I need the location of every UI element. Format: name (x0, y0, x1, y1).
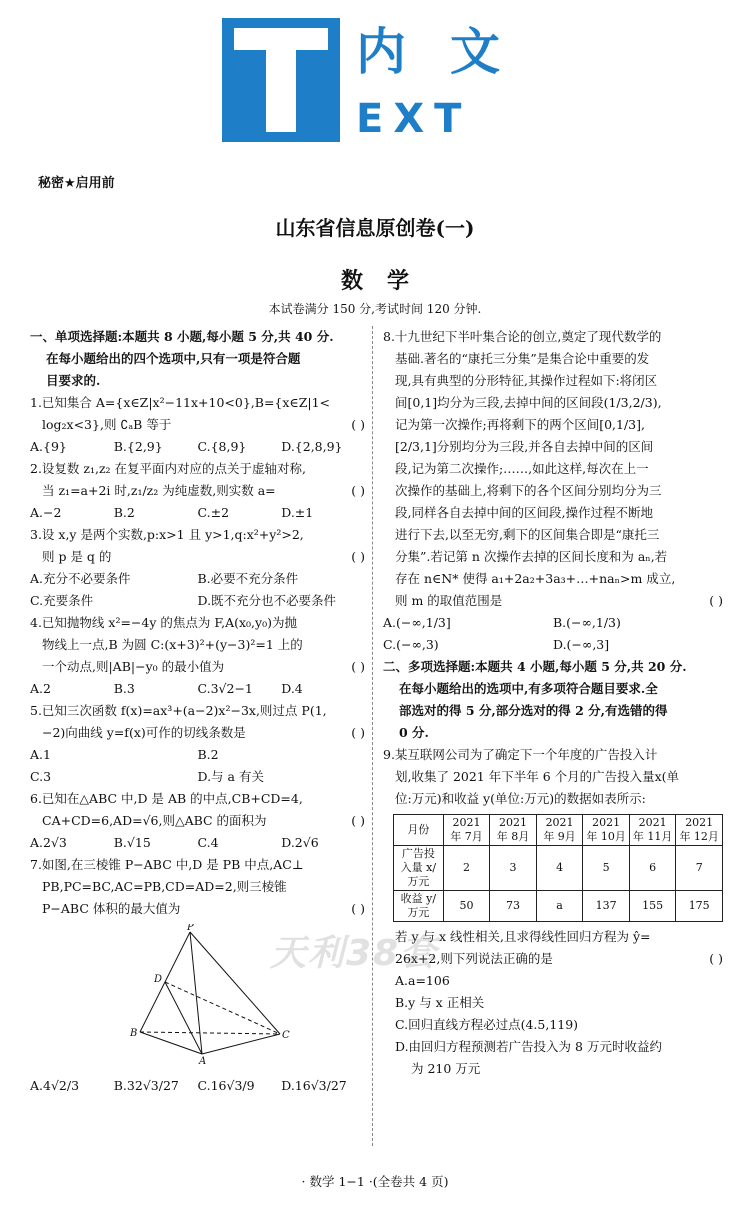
label-a: A (199, 1056, 207, 1064)
answer-paren: ( ) (709, 593, 723, 608)
subject-title: 数学 (340, 268, 433, 294)
option-d: D.由回归方程预测若广告投入为 8 万元时收益约 (395, 1039, 662, 1054)
question-6: 6.已知在△ABC 中,D 是 AB 的中点,CB+CD=4, CA+CD=6,AD=√6,则△ABC 的面积为 ( ) A.2√3 B.√15 C.4 D.2√6 (30, 788, 365, 854)
option-c: C.3 (30, 769, 52, 784)
column-divider (372, 326, 373, 1146)
question-1: 1.已知集合 A={x∈Z|x²−11x+10<0},B={x∈Z|1< log₂x<3},则 ∁ₐB 等于 ( ) A.{9} B.{2,9} C.{8,9} D.{2,8,9} (30, 392, 365, 458)
option-b: B.3 (113, 681, 135, 696)
left-column (30, 326, 365, 1097)
label-p: P (187, 924, 194, 933)
exam-info: 本试卷满分 150 分,考试时间 120 分钟. (268, 302, 482, 316)
option-b: B.2 (197, 747, 219, 762)
answer-paren: ( ) (351, 659, 365, 674)
question-5: 5.已知三次函数 f(x)=ax³+(a−2)x²−3x,则过点 P(1, −2)向曲线 y=f(x)可作的切线条数是 ( ) A.1 B.2 C.3 D.与 a 有关 (30, 700, 365, 788)
answer-paren: ( ) (351, 549, 365, 564)
option-d: D.{2,8,9} (281, 439, 343, 454)
q7-options (30, 1075, 365, 1097)
logo-cn-text: 内文 (356, 23, 544, 81)
question-2: 2.设复数 z₁,z₂ 在复平面内对应的点关于虚轴对称, 当 z₁=a+2i 时,z₁/z₂ 为纯虚数,则实数 a= ( ) A.−2 B.2 C.±2 D.±1 (30, 458, 365, 524)
secret-label: 秘密★启用前 (38, 176, 115, 191)
answer-paren: ( ) (351, 813, 365, 828)
label-d: D (154, 974, 163, 985)
option-c: C.{8,9} (197, 439, 247, 454)
option-b: B.{2,9} (113, 439, 163, 454)
option-b: B.32√3/27 (113, 1078, 179, 1093)
q4-options (30, 678, 365, 700)
option-b: B.(−∞,1/3) (553, 615, 621, 630)
data-table (393, 814, 723, 922)
question-7: 7.如图,在三棱锥 P−ABC 中,D 是 PB 中点,AC⊥ PB,PC=BC,AC=PB,CD=AD=2,则三棱锥 P−ABC 体积的最大值为 ( ) P D B C A A.4√2/3 B.32√3/27 C.16√3/9 D.16√3/27 (30, 854, 365, 1097)
answer-paren: ( ) (351, 725, 365, 740)
option-a: A.2√3 (30, 835, 67, 850)
option-a: A.2 (30, 681, 51, 696)
option-a: A.−2 (30, 505, 62, 520)
answer-paren: ( ) (351, 417, 365, 432)
option-d: D.(−∞,3] (553, 637, 610, 652)
answer-paren: ( ) (351, 483, 365, 498)
q6-options (30, 832, 365, 854)
option-d: D.16√3/27 (281, 1078, 347, 1093)
option-d-cont: 为 210 万元 (411, 1061, 481, 1076)
q2-options (30, 502, 365, 524)
table-row: 收益 y/万元 50 73 a 137 155 175 (394, 891, 723, 922)
answer-paren: ( ) (351, 901, 365, 916)
option-b: B.2 (113, 505, 135, 520)
q1-options (30, 436, 365, 458)
option-a: A.1 (30, 747, 51, 762)
question-8: 8.十九世纪下半叶集合论的创立,奠定了现代数学的 基础.著名的“康托三分集”是集合论中重要的发 现,具有典型的分形特征,其操作过程如下:将闭区 间[0,1]均分为三段,去掉中间的区间段(1/3,2/3), 记为第一次操作;再将剩下的两个区间[0,1/3], [2/3,1]分别均分为三段,并各自去掉中间的区间 段,记为第二次操作;……,如此这样,每次在上一 次操作的基础上,将剩下的各个区间分别均分为三 段,同样各自去掉中间的区间段,操作过程不断地 进行下去,以至无穷,剩下的区间集合即是“康托三 分集”.若记第 n 次操作去掉的区间长度和为 aₙ,若 存在 n∈N* 使得 a₁+2a₂+3a₃+…+naₙ>m 成立, 则 m 的取值范围是 ( ) A.(−∞,1/3] B.(−∞,1/3) C.(−∞,3) D.(−∞,3] (383, 326, 723, 656)
option-d: D.±1 (281, 505, 314, 520)
table-row: 月份 2021 年 7月 2021 年 8月 2021 年 9月 2021 年 10月 2021 年 11月 2021 年 12月 (394, 815, 723, 846)
watermark: 天利38套 (270, 933, 439, 974)
option-a: A.{9} (30, 439, 67, 454)
option-c: C.±2 (197, 505, 230, 520)
option-c: C.充要条件 (30, 593, 94, 608)
logo-t-block (222, 18, 340, 142)
question-4: 4.已知抛物线 x²=−4y 的焦点为 F,A(x₀,y₀)为抛 物线上一点,B 为圆 C:(x+3)²+(y−3)²=1 上的 一个动点,则|AB|−y₀ 的最小值为 ( ) A.2 B.3 C.3√2−1 D.4 (30, 612, 365, 700)
section-1-heading: 一、单项选择题:本题共 8 小题,每小题 5 分,共 40 分. 在每小题给出的四个选项中,只有一项是符合题 目要求的. (30, 329, 334, 388)
answer-paren: ( ) (709, 951, 723, 966)
exam-title: 山东省信息原创卷(一) (275, 216, 475, 240)
question-3: 3.设 x,y 是两个实数,p:x>1 且 y>1,q:x²+y²>2, 则 p 是 q 的 ( ) A.充分不必要条件 B.必要不充分条件 C.充要条件 D.既不充分也不必要条件 (30, 524, 365, 612)
option-b: B.必要不充分条件 (197, 571, 299, 586)
option-a: A.(−∞,1/3] (383, 615, 451, 630)
q8-options (383, 612, 723, 656)
option-d: D.与 a 有关 (197, 769, 264, 784)
q3-options (30, 568, 365, 612)
page-footer: · 数学 1−1 ·(全卷共 4 页) (301, 1174, 449, 1189)
option-d: D.既不充分也不必要条件 (197, 593, 337, 608)
label-b: B (130, 1028, 138, 1039)
option-a: A.a=106 (395, 973, 450, 988)
q5-options (30, 744, 365, 788)
option-d: D.4 (281, 681, 303, 696)
option-c: C.(−∞,3) (383, 637, 439, 652)
label-c: C (282, 1030, 290, 1041)
question-9: 9.某互联网公司为了确定下一个年度的广告投入计 划,收集了 2021 年下半年 6 个月的广告投入量x(单 位:万元)和收益 y(单位:万元)的数据如表所示: 月份 2021 年 7月 2021 年 8月 2021 年 9月 2021 年 10月 2021 年 11月 2021 年 12月 广告投入量 x/万元 2 3 4 5 6 7 收益 y/万元 50 73 a 137 155 175 若 y 与 x 线性相关,且求得线性回归方程为 ŷ= 26x+2,则下列说法正确的是 ( ) A.a=106 B.y 与 x 正相关 C.回归直线方程必过点(4.5,119) D.由回归方程预测若广告投入为 8 万元时收益约 为 210 万元 (383, 744, 723, 1080)
option-b: B.y 与 x 正相关 (395, 995, 485, 1010)
option-b: B.√15 (113, 835, 151, 850)
option-a: A.充分不必要条件 (30, 571, 131, 586)
option-c: C.回归直线方程必过点(4.5,119) (395, 1017, 579, 1032)
section-2-heading: 二、多项选择题:本题共 4 小题,每小题 5 分,共 20 分. 在每小题给出的选项中,有多项符合题目要求.全 部选对的得 5 分,部分选对的得 2 分,有选错的得 0 分. (383, 659, 687, 740)
logo-en-text: EXT (356, 96, 472, 142)
option-c: C.4 (197, 835, 219, 850)
option-a: A.4√2/3 (30, 1078, 80, 1093)
option-d: D.2√6 (281, 835, 319, 850)
pyramid-figure (110, 924, 290, 1064)
option-c: C.3√2−1 (197, 681, 253, 696)
table-row: 广告投入量 x/万元 2 3 4 5 6 7 (394, 846, 723, 891)
option-c: C.16√3/9 (197, 1078, 255, 1093)
